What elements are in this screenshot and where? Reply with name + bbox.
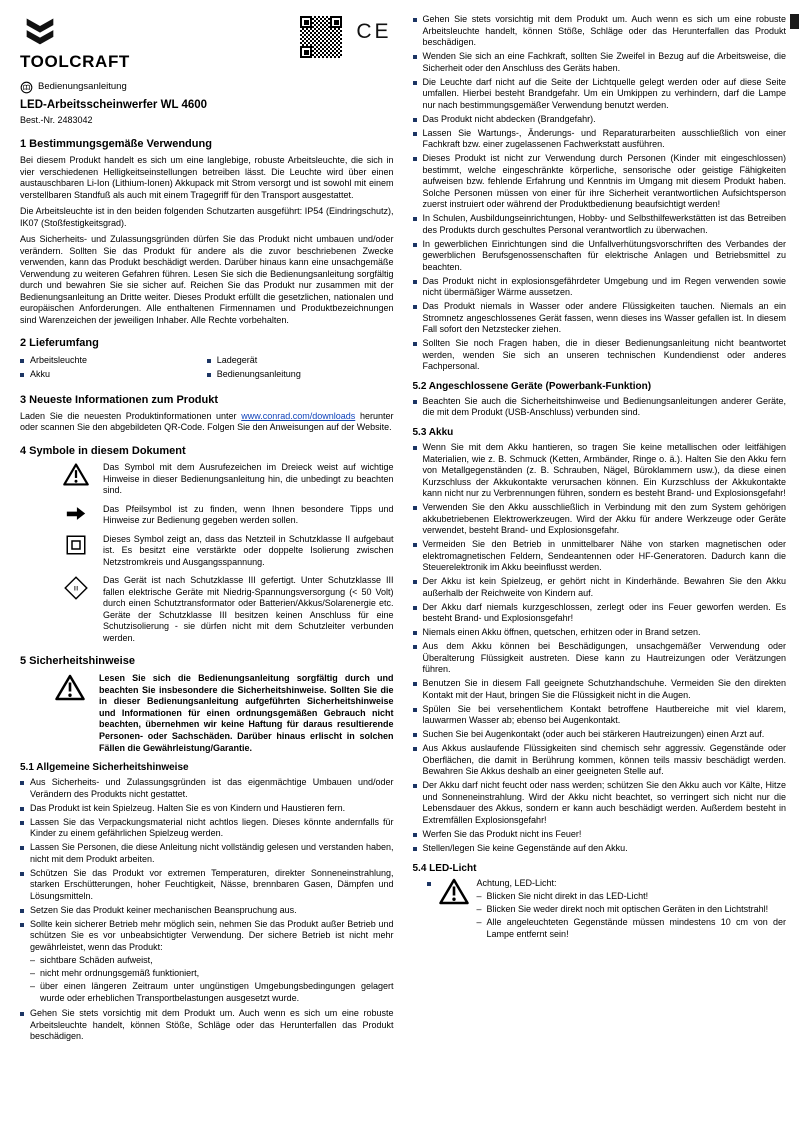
qr-code-icon (300, 16, 342, 58)
item-text: Spülen Sie bei versehentlichem Kontakt betroffene Hautbereiche mit viel klarem, lauwarmen Wasser ab; ebenso bei Augenkontakt. (422, 703, 786, 726)
header-codes (300, 16, 391, 58)
list-item (413, 602, 787, 625)
list-item (413, 641, 787, 676)
bullet-square (20, 923, 24, 927)
bullet-square (20, 373, 24, 377)
dash-item (477, 904, 787, 916)
bullet-square (413, 342, 417, 346)
bullet-square (413, 18, 417, 22)
bullet-square (20, 359, 24, 363)
item-text: Niemals einen Akku öffnen, quetschen, erhitzen oder in Brand setzen. (422, 627, 701, 638)
protection-class-2-icon (60, 535, 92, 555)
list-item (413, 14, 787, 49)
list-item (20, 905, 394, 917)
item-text: Ladegerät (216, 354, 258, 365)
symbol-row (20, 504, 394, 527)
warning-triangle-icon (439, 878, 469, 909)
paragraph: Bei diesem Produkt handelt es sich um eine langlebige, robuste Arbeitsleuchte, die sich in vier verschiedenen Helligkeitseinstellungen betreiben lässt. Die Leuchte wird über einen austauschbaren Li-Ion (Lithium-Ionen) Akkupack mit Strom versorgt und ist sowohl mit einem verstellbaren Standfuß als auch mit einem Tragegriff für den Transport ausgestattet. (20, 155, 394, 200)
dash-list (30, 955, 394, 1004)
list-item (413, 678, 787, 701)
warning-text: Lesen Sie sich die Bedienungsanleitung sorgfältig durch und beachten Sie insbesondere die Sicherheitshinweise. Sollten Sie die in dieser Bedienungsanleitung aufgeführten Sicherheitshinweise und Informationen für einen ordnungsgemäßen Gebrauch nicht beachten, übernehmen wir keine Haftung für daraus resultierende Personen- oder Sachschäden. Darüber hinaus erlischt in solchen Fällen die Gewährleistung/Garantie. (99, 673, 394, 753)
bullet-square (20, 909, 24, 913)
list-item (413, 729, 787, 741)
item-text: sichtbare Schäden aufweist, (40, 955, 153, 966)
left-column (20, 14, 394, 1045)
downloads-link[interactable]: www.conrad.com/downloads (241, 410, 356, 421)
bullet-square (413, 543, 417, 547)
dash-item (477, 917, 787, 940)
led-warning-content (477, 878, 787, 942)
item-text: Das Produkt ist kein Spielzeug. Halten Sie es von Kindern und Haustieren fern. (30, 802, 346, 813)
bullet-square (413, 784, 417, 788)
item-text: Das Produkt nicht in explosionsgefährdeter Umgebung und im Regen verwenden sowie nicht übermäßiger Wärme aussetzen. (422, 275, 786, 298)
item-text: über einen längeren Zeitraum unter ungünstigen Umgebungsbedingungen gelagert wurde oder erheblichen Transportbelastungen ausgesetzt wurde. (40, 981, 394, 1003)
item-text: Das Produkt niemals in Wasser oder andere Flüssigkeiten tauchen. Niemals an ein Stromnetz angeschlossenes Gerät fassen, wenn dieses ins Wasser gefallen ist. In diesem Fall sofort den Netzstecker ziehen. (422, 301, 786, 335)
warning-triangle-icon (54, 674, 86, 701)
list-item (413, 502, 787, 537)
bullet-square (20, 872, 24, 876)
item-text: Lassen Sie das Verpackungsmaterial nicht achtlos liegen. Dieses könnte andernfalls für Kinder zu einem gefährlichen Spielzeug werden. (30, 816, 394, 839)
svg-text:III: III (73, 586, 79, 593)
bullet-list (413, 396, 787, 419)
item-text: In gewerblichen Einrichtungen sind die Unfallverhütungsvorschriften des Verbandes der gewerblichen Berufsgenossenschaften für elektrische Anlagen und Betriebsmittel zu beachten. (422, 238, 786, 272)
list-item (413, 627, 787, 639)
symbol-text: Das Symbol mit dem Ausrufezeichen im Dreieck weist auf wichtige Hinweise in dieser Bedienungsanleitung hin, die unbedingt zu beachten sind. (103, 462, 394, 496)
list-item (20, 1008, 394, 1043)
section-heading: 3 Neueste Informationen zum Produkt (20, 393, 219, 406)
bullet-list (413, 14, 787, 373)
doc-type-line (20, 81, 394, 94)
list-item (20, 919, 394, 1006)
bullet-square (413, 682, 417, 686)
bullet-list (20, 355, 207, 383)
item-text: Akku (30, 368, 51, 379)
item-text: Aus Sicherheits- und Zulassungsgründen ist das eigenmächtige Umbauen und/oder Verändern des Produkts nicht gestattet. (30, 777, 394, 799)
bullet-square (413, 708, 417, 712)
item-text: Aus Akkus auslaufende Flüssigkeiten sind chemisch sehr aggressiv. Gegenstände oder Oberflächen, die damit in Berührung kommen, können teils massiv beschädigt werden. Bewahren Sie Akkus deshalb an einer geeigneten Stelle auf. (422, 743, 786, 777)
brand-name: TOOLCRAFT (20, 52, 130, 71)
section-heading: 4 Symbole in diesem Dokument (20, 444, 186, 457)
dash-marker: – (30, 955, 36, 966)
qr-finder-icon (300, 46, 312, 58)
list-item (413, 51, 787, 74)
qr-finder-icon (330, 16, 342, 28)
list-item (413, 239, 787, 274)
bullet-square (207, 359, 211, 363)
list-item (413, 539, 787, 574)
list-item (413, 77, 787, 112)
subsection-heading: 5.3 Akku (412, 426, 454, 438)
section-heading: 1 Bestimmungsgemäße Verwendung (20, 137, 212, 150)
bullet-square (413, 132, 417, 136)
item-text: Schützen Sie das Produkt vor extremen Temperaturen, direkter Sonneneinstrahlung, starken Erschütterungen, hoher Feuchtigkeit, Nässe, brennbaren Gasen, Dämpfen und Lösungsmitteln. (30, 867, 394, 901)
dash-marker: – (476, 917, 482, 928)
list-item (413, 442, 787, 500)
item-text: Beachten Sie auch die Sicherheitshinweise und Bedienungsanleitungen anderer Geräte, die mit dem Produkt (USB-Anschluss) verbunden sind. (422, 395, 786, 418)
list-item (20, 842, 394, 865)
ce-mark: CE (356, 20, 392, 43)
section-heading: 5 Sicherheitshinweise (20, 655, 135, 668)
item-text: Bedienungsanleitung (216, 368, 301, 379)
arrow-icon (60, 505, 92, 522)
item-text: Dieses Produkt ist nicht zur Verwendung durch Personen (Kinder mit eingeschlossen) bestimmt, welche eingeschränkte körperliche, sensorische oder geistige Fähigkeiten aufweisen bzw. fehlende Erfahrung und Kenntnis im Umgang mit diesem Produkt haben. Solche Personen müssen von einer für ihre Sicherheit verantwortlichen Aufsichtsperson zuerst instruiert oder während der Produktbedienung beaufsichtigt werden! (422, 153, 786, 210)
dash-marker: – (476, 891, 482, 902)
list-item (207, 355, 394, 367)
item-text: Arbeitsleuchte (30, 354, 88, 365)
doc-type-label: Bedienungsanleitung (38, 81, 127, 93)
bullet-list (20, 777, 394, 1043)
item-text: Setzen Sie das Produkt keiner mechanischen Beanspruchung aus. (30, 904, 297, 915)
dash-item (30, 955, 394, 967)
list-item (20, 369, 207, 381)
list-item (413, 396, 787, 419)
list-item (20, 777, 394, 800)
bullet-square (413, 847, 417, 851)
item-text: Wenn Sie mit dem Akku hantieren, so tragen Sie keine metallischen oder leitfähigen Materialien, wie z. B. Schmuck (Ketten, Armbänder, Ringe o. ä.). Halten Sie den Akku fern von Metallgegenständen (z. B. Schrauben, Nägel, Büroklammern usw.), da diese einen Kurzschluss der Akkukontakte verursachen können. Ein Kurzschluss der Akkukontakte kann nicht nur zu Verbrennungen führen, sondern es besteht Brand- und Explosionsgefahr! (422, 441, 786, 499)
item-text: Sollten Sie noch Fragen haben, die in dieser Bedienungsanleitung nicht beantwortet werden, wenden Sie sich an unseren technischen Kundendienst oder anderes Fachpersonal. (422, 338, 786, 372)
item-text: Gehen Sie stets vorsichtig mit dem Produkt um. Auch wenn es sich um eine robuste Arbeitsleuchte handelt, können Stöße, Schläge oder das Herunterfallen das Produkt beschädigen. (422, 14, 786, 48)
list-item (413, 743, 787, 778)
text-run: Laden Sie die neuesten Produktinformationen unter (20, 410, 242, 421)
dash-marker: – (476, 904, 482, 915)
bullet-square (413, 55, 417, 59)
bullet-square (207, 373, 211, 377)
bullet-square (413, 118, 417, 122)
bullet-square (413, 606, 417, 610)
item-text: Lassen Sie Personen, die diese Anleitung nicht vollständig gelesen und verstanden haben, nicht mit dem Produkt arbeiten. (30, 842, 394, 864)
toolcraft-logo-icon (20, 14, 60, 48)
text-run: herunter oder scannen Sie den abgebildeten QR-Code. Folgen Sie den Anweisungen auf der Website. (20, 410, 394, 433)
subsection-heading: 5.2 Angeschlossene Geräte (Powerbank-Funktion) (412, 380, 652, 392)
order-number: Best.-Nr. 2483042 (20, 115, 93, 126)
list-item (413, 338, 787, 373)
bullet-list (207, 355, 394, 383)
symbol-text: Dieses Symbol zeigt an, dass das Netzteil in Schutzklasse II aufgebaut ist. Es besitzt eine verstärkte oder doppelte Isolierung zwischen Netzstromkreis und Ausgangsspannung. (103, 533, 394, 567)
symbol-row (20, 534, 394, 569)
item-text: Stellen/legen Sie keine Gegenstände auf den Akku. (422, 842, 628, 853)
bullet-square (20, 807, 24, 811)
bullet-square (413, 400, 417, 404)
led-warning-title: Achtung, LED-Licht: (476, 877, 557, 888)
product-title: LED-Arbeitsscheinwerfer WL 4600 (20, 98, 208, 111)
item-text: Der Akku darf nicht feucht oder nass werden; schützen Sie den Akku auch vor Kälte, Hitze und Sonneneinstrahlung. Wird der Akku nicht beachtet, so verringert sich nicht nur die Lebensdauer des Akkus, sondern er kann auch beschädigt werden. Außerdem besteht in Extremfällen Explosionsgefahr! (422, 780, 786, 825)
list-item (20, 868, 394, 903)
item-text: Lassen Sie Wartungs-, Änderungs- und Reparaturarbeiten ausschließlich von einer Fachkraft bzw. einer zugelassenen Fachwerkstatt ausführen. (422, 127, 786, 150)
dash-marker: – (30, 968, 36, 979)
item-text: Suchen Sie bei Augenkontakt (oder auch bei stärkeren Hautreizungen) einen Arzt auf. (422, 729, 765, 740)
dash-item (30, 968, 394, 980)
print-mark (790, 14, 799, 29)
bullet-square (413, 631, 417, 635)
item-text: Der Akku darf niemals kurzgeschlossen, zerlegt oder ins Feuer geworfen werden. Es besteht Brand- und Explosionsgefahr! (422, 601, 786, 624)
section-heading: 2 Lieferumfang (20, 337, 99, 350)
list-item (413, 128, 787, 151)
item-text: Blicken Sie nicht direkt in das LED-Licht! (486, 891, 649, 902)
item-text: Die Leuchte darf nicht auf die Seite der Lichtquelle gelegt werden oder auf diese Seite umfallen. Hierbei besteht Brandgefahr. Um ein Umkippen zu verhindern, darf die Lampe nur nach bestimmungsgemäßer Verwendung benutzt werden. (422, 76, 786, 110)
list-item (413, 829, 787, 841)
bullet-square (413, 217, 417, 221)
bullet-square (413, 446, 417, 450)
protection-class-3-icon (60, 576, 92, 600)
dash-marker: – (30, 981, 36, 992)
bullet-square (413, 747, 417, 751)
subsection-heading: 5.4 LED-Licht (412, 862, 477, 874)
toolcraft-logo (20, 14, 130, 73)
bullet-square (413, 81, 417, 85)
bullet-square (413, 645, 417, 649)
list-item (20, 817, 394, 840)
bullet-square (413, 580, 417, 584)
list-item (413, 276, 787, 299)
dash-list (477, 891, 787, 940)
list-item (413, 213, 787, 236)
item-text: Vermeiden Sie den Betrieb in unmittelbarer Nähe von starken magnetischen oder elektromagnetischen Feldern, Sendeantennen oder HF-Generatoren. Dadurch kann die Steuerelektronik im Akku beeinflusst werden. (422, 539, 786, 573)
paragraph (20, 411, 394, 434)
item-text: In Schulen, Ausbildungseinrichtungen, Hobby- und Selbsthilfewerkstätten ist das Betreiben des Produkts durch geschultes Personal verantwortlich zu überwachen. (422, 213, 786, 235)
bullet-square (20, 1012, 24, 1016)
list-item (20, 355, 207, 367)
bullet-square (20, 821, 24, 825)
list-item (207, 369, 394, 381)
paragraph: Aus Sicherheits- und Zulassungsgründen dürfen Sie das Produkt nicht umbauen und/oder verändern. Sollten Sie das Produkt für andere als die zuvor beschriebenen Zwecke verwenden, kann das Produkt beschädigt werden. Darüber hinaus kann eine unsachgemäße Verwendung zu weiteren Gefahren führen. Lesen Sie sich die Bedienungsanleitung sorgfältig durch und bewahren Sie sie sicher auf. Reichen Sie das Produkt nur zusammen mit der Bedienungsanleitung an Dritte weiter. Dieses Produkt erfüllt die gesetzlichen, nationalen und europäischen Anforderungen. Alle enthaltenen Firmennamen und Produktbezeichnungen sind Warenzeichen der jeweiligen Inhaber. Alle Rechte vorbehalten. (20, 234, 394, 325)
list-item (413, 704, 787, 727)
item-text: Gehen Sie stets vorsichtig mit dem Produkt um. Auch wenn es sich um eine robuste Arbeitsleuchte handelt, können Stöße, Schläge oder das Herunterfallen das Produkt beschädigen. (30, 1008, 394, 1042)
safety-warning (20, 673, 394, 754)
bullet-square (413, 280, 417, 284)
bullet-square (427, 882, 431, 886)
dash-item (477, 891, 787, 903)
bullet-list (413, 442, 787, 855)
item-text: Benutzen Sie in diesem Fall geeignete Schutzhandschuhe. Vermeiden Sie den direkten Kontakt mit der Haut, bringen Sie die Flüssigkeit nicht in die Augen. (422, 678, 786, 700)
subsection-heading: 5.1 Allgemeine Sicherheitshinweise (20, 762, 189, 774)
item-text: Werfen Sie das Produkt nicht ins Feuer! (422, 828, 582, 839)
list-item (413, 153, 787, 211)
bullet-square (413, 506, 417, 510)
symbol-text: Das Gerät ist nach Schutzklasse III gefertigt. Unter Schutzklasse III fallen elektrische Geräte mit Niedrig-Spannungsversorgung (< 50 Volt) durch einen Schutztransformator oder Batterien/Akkus/Solarenergie etc. Geräte der Schutzklasse III besitzen keinen Anschluss für eine Schutzisolierung - sie dürfen nicht mit dem Schutzleiter verbunden werden. (103, 575, 394, 643)
item-text: Verwenden Sie den Akku ausschließlich in Verbindung mit den zum System gehörigen akkubetriebenen Elektrowerkzeugen. Wird der Akku für andere Werkzeuge oder Geräte verwendet, besteht Brand- und Explosionsgefahr. (422, 502, 786, 536)
item-text: Wenden Sie sich an eine Fachkraft, sollten Sie Zweifel in Bezug auf die Arbeitsweise, die Sicherheit oder den Anschluss des Geräts haben. (422, 51, 786, 73)
item-text: Alle angeleuchteten Gegenstände müssen mindestens 10 cm von der Lampe entfernt sein! (486, 917, 786, 939)
manual-icon (20, 81, 33, 94)
bullet-square (413, 733, 417, 737)
item-text: Blicken Sie weder direkt noch mit optischen Geräten in den Lichtstrahl! (486, 904, 769, 915)
item-text: Sollte kein sicherer Betrieb mehr möglich sein, nehmen Sie das Produkt außer Betrieb und schützen Sie es vor unbeabsichtigter Verwendung. Der sichere Betrieb ist nicht mehr gewährleistet, wenn das Produkt: – sichtbare Schäden aufweist, – nicht mehr ordnungsgemäß funktioniert, – über einen längeren Zeitraum unter ungünstigen Umgebungsbedingungen gelagert wurde oder erheblichen Transportbelastungen ausgesetzt wurde. (30, 918, 394, 1003)
list-item (413, 114, 787, 126)
warning-triangle-icon (60, 463, 92, 486)
list-item (413, 301, 787, 336)
qr-finder-icon (300, 16, 312, 28)
bullet-square (413, 243, 417, 247)
led-warning (413, 878, 787, 942)
delivery-list (20, 355, 394, 383)
paragraph: Die Arbeitsleuchte ist in den beiden folgenden Schutzarten ausgeführt: IP54 (Eindringschutz), IK07 (Stoßfestigkeitsgrad). (20, 206, 394, 228)
bullet-square (20, 781, 24, 785)
item-text: nicht mehr ordnungsgemäß funktioniert, (40, 968, 200, 979)
bullet-square (413, 833, 417, 837)
item-text: Das Produkt nicht abdecken (Brandgefahr). (422, 113, 596, 124)
right-column (413, 14, 787, 1045)
bullet-square (20, 846, 24, 850)
symbol-row (20, 575, 394, 644)
header (20, 14, 394, 73)
list-item (413, 576, 787, 599)
dash-item (30, 981, 394, 1004)
list-item (413, 780, 787, 826)
bullet-square (413, 157, 417, 161)
item-text: Der Akku ist kein Spielzeug, er gehört nicht in Kinderhände. Bewahren Sie den Akku außerhalb der Reichweite von Kindern auf. (422, 576, 786, 598)
symbol-text: Das Pfeilsymbol ist zu finden, wenn Ihnen besondere Tipps und Hinweise zur Bedienung gegeben werden sollen. (103, 503, 394, 526)
list-item (20, 803, 394, 815)
symbol-row (20, 462, 394, 497)
bullet-square (413, 305, 417, 309)
list-item (413, 843, 787, 855)
item-text: Aus dem Akku können bei Beschädigungen, unsachgemäßer Verwendung oder Überalterung Flüssigkeit austreten. Diese kann zu Hautreizungen oder Verätzungen führen. (422, 641, 786, 675)
